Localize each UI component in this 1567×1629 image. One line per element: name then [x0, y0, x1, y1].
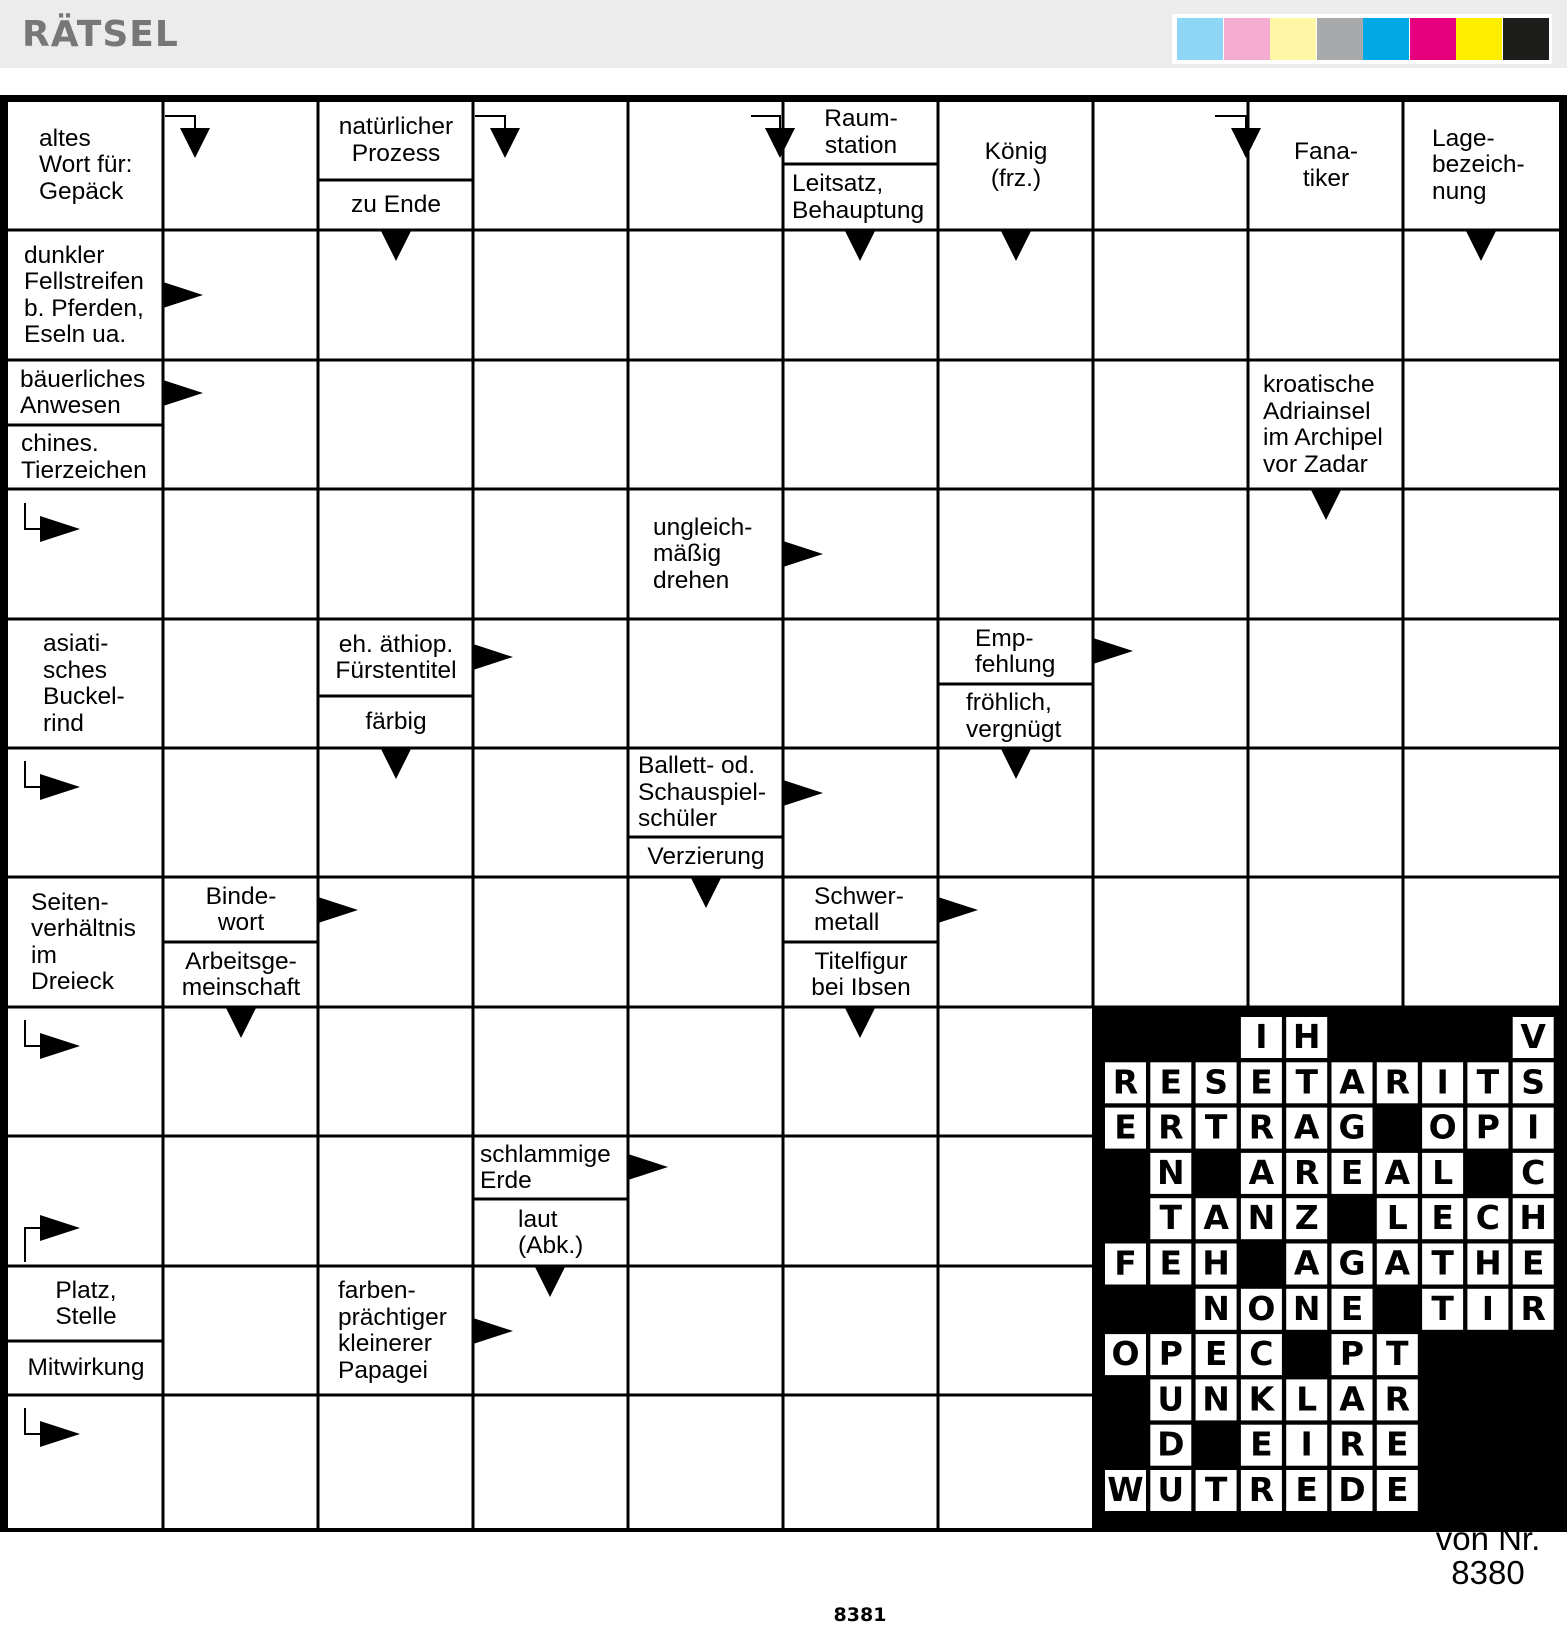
arrow-right [318, 897, 358, 923]
solution-letter: O [1111, 1334, 1140, 1374]
clue-cell: Titelfigur bei Ibsen [811, 947, 911, 1001]
arrow-down [490, 128, 520, 158]
solution-letter: Z [1294, 1198, 1319, 1238]
arrow-right [163, 380, 203, 406]
solution-letter: G [1338, 1107, 1366, 1147]
solution-letter: E [1340, 1152, 1364, 1192]
solution-letter: C [1249, 1334, 1274, 1374]
clue-cell: kroatische Adriainsel im Archipel vor Zadar [1263, 371, 1383, 478]
clue-cell: Leitsatz, Behauptung [792, 170, 925, 224]
solution-letter: R [1248, 1470, 1275, 1509]
clue-cell: bäuerliches Anwesen [20, 365, 146, 419]
solution-letter: E [1204, 1334, 1228, 1374]
arrow-right [473, 1318, 513, 1344]
solution-letter: K [1248, 1379, 1275, 1419]
solution-letter: C [1475, 1198, 1501, 1238]
solution-letter: O [1428, 1107, 1457, 1147]
arrow-down [1001, 749, 1031, 779]
solution-letter: R [1158, 1107, 1184, 1147]
solution-letter: P [1158, 1334, 1183, 1374]
solution-letter: T [1204, 1107, 1228, 1147]
clue-cell: König (frz.) [984, 138, 1048, 192]
crossword-puzzle [0, 95, 1567, 1626]
solution-letter: E [1386, 1424, 1409, 1464]
clue-cell: Ballett- od. Schauspiel- schüler [638, 752, 767, 833]
puzzle-number: 8381 [814, 1601, 906, 1627]
clue-cell: Lage- bezeich- nung [1432, 124, 1525, 205]
clue-cell: Mitwirkung [27, 1354, 145, 1382]
clue-cell: Arbeitsge- meinschaft [181, 947, 301, 1001]
solution-letter: E [1295, 1470, 1318, 1509]
clue-cell: laut (Abk.) [518, 1205, 584, 1259]
color-swatch [1410, 18, 1456, 60]
solution-letter: A [1339, 1379, 1365, 1419]
clue-cell: Platz, Stelle [55, 1276, 117, 1330]
solution-letter: E [1340, 1288, 1364, 1328]
solution-letter: R [1293, 1152, 1320, 1192]
solution-letter: N [1247, 1198, 1276, 1238]
print-color-bar [1172, 14, 1552, 64]
solution-letter: A [1248, 1152, 1275, 1192]
arrow-right [938, 897, 978, 923]
arrow-down [381, 231, 411, 261]
arrow-right [473, 644, 513, 670]
solution-label: Auf- lösung von Nr. 8380 [1435, 1452, 1541, 1591]
color-swatch [1177, 18, 1223, 60]
arrow-right [163, 282, 203, 308]
clue-cell: Verzierung [647, 843, 765, 871]
clue-cell: chines. Tierzeichen [21, 430, 147, 484]
arrow-down [1001, 231, 1031, 261]
arrow-down [180, 128, 210, 158]
arrow-right [40, 1421, 80, 1447]
arrow-down [691, 878, 721, 908]
solution-letter: S [1521, 1062, 1546, 1102]
clue-cell: Schwer- metall [814, 882, 904, 936]
solution-letter: P [1339, 1334, 1365, 1374]
solution-letter: E [1250, 1424, 1273, 1464]
arrow-right [783, 780, 823, 806]
solution-letter: R [1520, 1288, 1546, 1328]
color-swatch [1224, 18, 1270, 60]
solution-letter: L [1432, 1152, 1454, 1192]
solution-letter: A [1384, 1243, 1411, 1283]
solution-letter: U [1157, 1379, 1185, 1419]
arrow-down [535, 1267, 565, 1297]
solution-letter: T [1431, 1288, 1454, 1328]
clue-cell: asiati- sches Buckel- rind [43, 630, 125, 737]
solution-letter: P [1475, 1107, 1500, 1147]
clue-cell: färbig [365, 708, 427, 736]
solution-letter: I [1481, 1288, 1495, 1328]
solution-letter: C [1521, 1152, 1546, 1192]
solution-letter: H [1202, 1243, 1230, 1283]
arrow-down [845, 1008, 875, 1038]
solution-letter: N [1202, 1379, 1230, 1419]
solution-letter: T [1159, 1198, 1183, 1238]
color-swatch [1363, 18, 1409, 60]
solution-letter: W [1107, 1470, 1144, 1509]
arrow-down [381, 749, 411, 779]
clue-cell: farben- prächtiger kleinerer Papagei [338, 1277, 447, 1384]
clue-cell: natürlicher Prozess [338, 113, 454, 167]
solution-letter: T [1295, 1062, 1318, 1102]
solution-letter: A [1293, 1107, 1320, 1147]
arrow-right [783, 541, 823, 567]
solution-letter: H [1474, 1243, 1502, 1283]
solution-letter: T [1431, 1243, 1454, 1283]
clue-cell: Binde- wort [205, 882, 277, 936]
section-title: RÄTSEL [22, 14, 179, 55]
solution-letter: U [1157, 1470, 1185, 1509]
solution-letter: E [1521, 1243, 1545, 1283]
solution-letter: R [1112, 1062, 1139, 1102]
clue-cell: Fana- tiker [1293, 138, 1358, 192]
solution-letter: E [1386, 1470, 1409, 1509]
solution-letter: N [1292, 1288, 1321, 1328]
color-swatch [1456, 18, 1502, 60]
solution-letter: R [1384, 1379, 1411, 1419]
solution-letter: E [1250, 1062, 1273, 1102]
crossword-grid [0, 95, 1567, 1532]
solution-letter: N [1202, 1288, 1230, 1328]
solution-letter: I [1436, 1062, 1449, 1102]
arrow-right [40, 1033, 80, 1059]
clue-cell: dunkler Fellstreifen b. Pferden, Eseln ua. [24, 241, 144, 348]
arrow-down [1311, 490, 1341, 520]
solution-letter: R [1384, 1062, 1411, 1102]
clue-cell: zu Ende [351, 191, 441, 219]
arrow-down [845, 231, 875, 261]
solution-letter: R [1248, 1107, 1275, 1147]
solution-letter: A [1203, 1198, 1229, 1238]
clue-cell: Seiten- verhältnis im Dreieck [31, 888, 136, 995]
solution-letter: H [1519, 1198, 1548, 1238]
clue-cell: Emp- fehlung [975, 624, 1056, 678]
arrow-right [628, 1154, 668, 1180]
solution-letter: I [1300, 1424, 1313, 1464]
clue-cell: schlammige Erde [480, 1140, 611, 1194]
solution-letter: D [1157, 1424, 1185, 1464]
solution-letter: D [1338, 1470, 1366, 1509]
solution-letter: T [1204, 1470, 1228, 1509]
solution-letter: F [1114, 1243, 1137, 1283]
solution-letter: E [1159, 1243, 1183, 1283]
clue-cell: Raum- station [824, 105, 898, 159]
solution-letter: A [1339, 1062, 1365, 1102]
solution-letter: E [1114, 1107, 1137, 1147]
color-swatch [1270, 18, 1316, 60]
color-swatch [1317, 18, 1363, 60]
solution-letter: E [1159, 1062, 1183, 1102]
arrow-right [1093, 638, 1133, 664]
solution-letter: A [1384, 1152, 1411, 1192]
clue-cell: altes Wort für: Gepäck [39, 124, 133, 205]
arrow-down [226, 1008, 256, 1038]
arrow-right [40, 774, 80, 800]
arrow-right [40, 1215, 80, 1241]
solution-letter: T [1386, 1334, 1409, 1374]
solution-letter: R [1339, 1424, 1365, 1464]
solution-letter: I [1527, 1107, 1540, 1147]
solution-letter: A [1293, 1243, 1320, 1283]
solution-letter: S [1204, 1062, 1228, 1102]
solution-letter: H [1292, 1017, 1321, 1056]
solution-letter: E [1431, 1198, 1454, 1238]
arrow-down [1466, 231, 1496, 261]
page-header [0, 0, 1567, 68]
solution-letter: G [1338, 1243, 1366, 1283]
solution-letter: T [1476, 1062, 1500, 1102]
clue-cell: fröhlich, vergnügt [966, 689, 1062, 743]
clue-cell: ungleich- mäßig drehen [653, 513, 753, 594]
solution-letter: I [1255, 1017, 1268, 1056]
solution-letter: O [1247, 1288, 1276, 1328]
solution-letter: N [1156, 1152, 1185, 1192]
color-swatch [1503, 18, 1549, 60]
clue-cell: eh. äthiop. Fürstentitel [335, 630, 457, 684]
solution-letter: L [1296, 1379, 1318, 1419]
solution-letter: L [1386, 1198, 1408, 1238]
arrow-right [40, 516, 80, 542]
solution-letter: V [1520, 1017, 1546, 1056]
